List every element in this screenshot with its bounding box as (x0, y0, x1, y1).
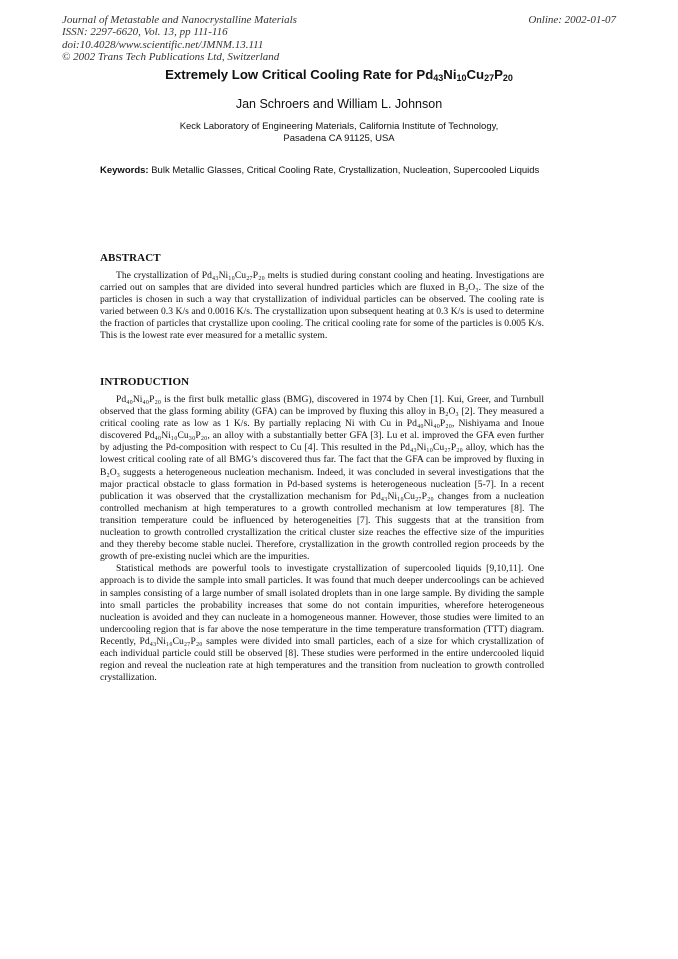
title-ni: Ni (443, 67, 457, 82)
journal-header (62, 14, 616, 64)
abstract-heading: ABSTRACT (100, 252, 161, 264)
abstract-paragraph: The crystallization of Pd₄₃Ni₁₀Cu₂₇P₂₀ melts is studied during constant cooling and heating. Investigations are carried out on samples that are divided into several hundred particles which are fluxed in B₂O₃. The size of the particles is chosen in such a way that crystallization of individual particles can be observed. The cooling rate is varied between 0.3 K/s and 0.0016 K/s. The crystallization upon subsequent heating at 0.3 K/s is used to determine the fraction of particles that crystallize upon cooling. The critical cooling rate for some of the particles is 0.005 K/s. This is the lowest rate ever measured for a metallic system. (100, 270, 544, 342)
affiliation-line-2: Pasadena CA 91125, USA (283, 133, 395, 144)
title-text: Extremely Low Critical Cooling Rate for Pd (165, 67, 434, 82)
doi-line: doi:10.4028/www.scientific.net/JMNM.13.111 (62, 38, 264, 51)
title-cu: Cu (466, 67, 485, 82)
authors: Jan Schroers and William L. Johnson (235, 97, 443, 111)
copyright-line: © 2002 Trans Tech Publications Ltd, Switzerland (62, 51, 280, 64)
online-date: Online: 2002-01-07 (528, 14, 616, 26)
title-sub-p: 20 (502, 73, 513, 83)
issn-line: ISSN: 2297-6620, Vol. 13, pp 111-116 (62, 26, 228, 39)
title-sub-ni: 10 (456, 73, 467, 83)
title-sub-cu: 27 (484, 73, 495, 83)
title-sub-pd: 43 (433, 73, 444, 83)
keywords-label: Keywords: (100, 165, 149, 176)
introduction-paragraph-1: Pd₄₀Ni₄₀P₂₀ is the first bulk metallic glass (BMG), discovered in 1974 by Chen [1]. Kui, Greer, and Turnbull observed that the glass forming ability (GFA) can be improved by fluxing this alloy in B₂O₃ [2]. They measured a critical cooling rate as low as 1 K/s. By partially replacing Ni with Cu in Pd₄₀Ni₄₀P₂₀, Nishiyama and Inoue discovered Pd₄₀Ni₁₀Cu₃₀P₂₀, an alloy with a substantially better GFA [3]. Lu et al. improved the GFA even further by adjusting the Pd-composition with respect to Cu [4]. This resulted in the Pd₄₃Ni₁₀Cu₂₇P₂₀ alloy, which has the lowest critical cooling rate of all BMG’s discovered thus far. The fact that the GFA can be improved by fluxing in B₂O₃ suggests a heterogeneous nucleation mechanism. Indeed, it was concluded in several investigations that the major practical obstacle to glass formation in Pd-based systems is heterogeneous nucleation [5-7]. In a recent publication it was observed that the crystallization mechanism for Pd₄₃Ni₁₀Cu₂₇P₂₀ changes from a nucleation controlled mechanism at high temperatures to a growth controlled mechanism at low temperatures [8]. The transition temperature could be influenced by heterogeneities [7]. This suggests that at the transition from nucleation to growth controlled crystallization the critical cluster size reaches the effective size of the impurities and they thereby become stable nuclei. Therefore, crystallization in the growth controlled region proceeds by the growth of pre-existing nuclei which are the impurities. (100, 394, 544, 563)
paper-title (0, 67, 678, 82)
affiliation (140, 121, 538, 145)
abstract-section (100, 252, 544, 343)
affiliation-line-1: Keck Laboratory of Engineering Materials, California Institute of Technology, (179, 121, 499, 132)
introduction-section (100, 376, 544, 684)
keywords (100, 165, 540, 177)
keywords-text: Bulk Metallic Glasses, Critical Cooling Rate, Crystallization, Nucleation, Supercooled Liquids (148, 165, 540, 176)
title-p: P (494, 67, 503, 82)
introduction-heading: INTRODUCTION (100, 376, 190, 388)
introduction-paragraph-2: Statistical methods are powerful tools to investigate crystallization of supercooled liquids [9,10,11]. One approach is to divide the sample into small particles. It was found that much deeper undercoolings can be achieved in samples consisting of a large number of small isolated droplets than in one large sample. By dividing the sample into small particles the probability increases that some do not contain impurities, wherefore heterogeneous nucleation is avoided and they can nucleate in a homogeneous manner. However, those studies were limited to an undercooling region that is far above the nose temperature in the time temperature transformation (TTT) diagram. Recently, Pd₄₃Ni₁₀Cu₂₇P₂₀ samples were divided into small particles, each of a size for which crystallization of each individual particle could still be observed [8]. These studies were performed in the entire undercooled liquid region and reveal the nucleation rate at high temperatures and the transition from nucleation to growth controlled crystallization. (100, 563, 544, 684)
journal-name: Journal of Metastable and Nanocrystalline Materials (62, 14, 297, 26)
